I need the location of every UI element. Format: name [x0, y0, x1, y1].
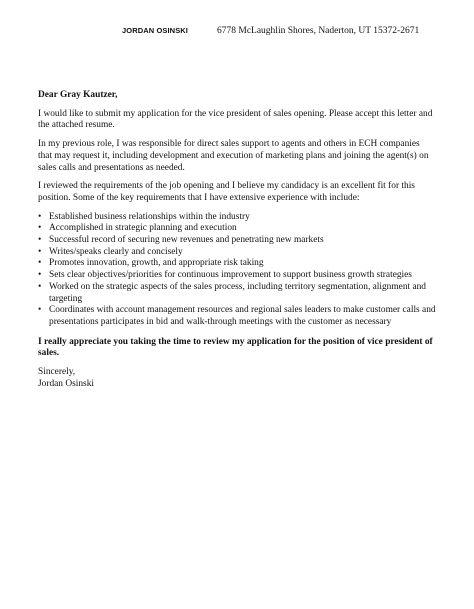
list-item-text: Promotes innovation, growth, and appropriate risk taking	[49, 258, 264, 269]
bullet-icon: •	[38, 258, 42, 269]
list-item	[38, 305, 436, 328]
list-item-text: Established business relationships within the industry	[49, 211, 250, 222]
experience-list	[38, 212, 436, 329]
bullet-icon: •	[38, 211, 42, 222]
list-item-text: Worked on the strategic aspects of the sales process, including territory segmentation, alignment and targeting	[49, 281, 426, 304]
bullet-icon: •	[38, 281, 42, 292]
sender-name: JORDAN OSINSKI	[122, 26, 188, 35]
list-item	[38, 282, 436, 305]
closing-statement: I really appreciate you taking the time to review my application for the position of vice president of sales.	[38, 336, 433, 359]
bullet-icon: •	[38, 246, 42, 257]
bullet-icon: •	[38, 223, 42, 234]
signature-name: Jordan Osinski	[38, 378, 94, 389]
bullet-icon: •	[38, 235, 42, 246]
list-item	[38, 258, 436, 270]
list-item	[38, 247, 436, 259]
letter-header	[0, 26, 474, 40]
letter-body	[38, 90, 436, 390]
list-item	[38, 212, 436, 224]
list-item-text: Accomplished in strategic planning and execution	[49, 223, 237, 234]
bullet-icon: •	[38, 270, 42, 281]
bullet-icon: •	[38, 305, 42, 316]
list-item-text: Sets clear objectives/priorities for continuous improvement to support business growth strategies	[49, 270, 412, 281]
list-item	[38, 270, 436, 282]
sender-address: 6778 McLaughlin Shores, Naderton, UT 15372-2671	[217, 26, 420, 36]
paragraph-previous-role: In my previous role, I was responsible for direct sales support to agents and others in ECH companies that may request it, including development and execution of marketing plans and joining the agent(s) on sales calls and presentations as needed.	[38, 139, 429, 173]
list-item	[38, 223, 436, 235]
salutation: Dear Gray Kautzer,	[38, 90, 118, 100]
list-item-text: Coordinates with account management resources and regional sales leaders to make customer calls and presentations participates in bid and walk-through meetings with the customer as necessary	[49, 305, 436, 327]
list-item-text: Successful record of securing new revenues and penetrating new markets	[49, 235, 324, 246]
list-item-text: Writes/speaks clearly and concisely	[49, 246, 183, 257]
list-item	[38, 235, 436, 247]
paragraph-intro: I would like to submit my application for the vice president of sales opening. Please accept this letter and the attached resume.	[38, 108, 433, 131]
paragraph-requirements: I reviewed the requirements of the job opening and I believe my candidacy is an excellent fit for this position. Some of the key requirements that I have extensive experience with include:	[38, 181, 415, 203]
sign-off: Sincerely,	[38, 367, 76, 378]
